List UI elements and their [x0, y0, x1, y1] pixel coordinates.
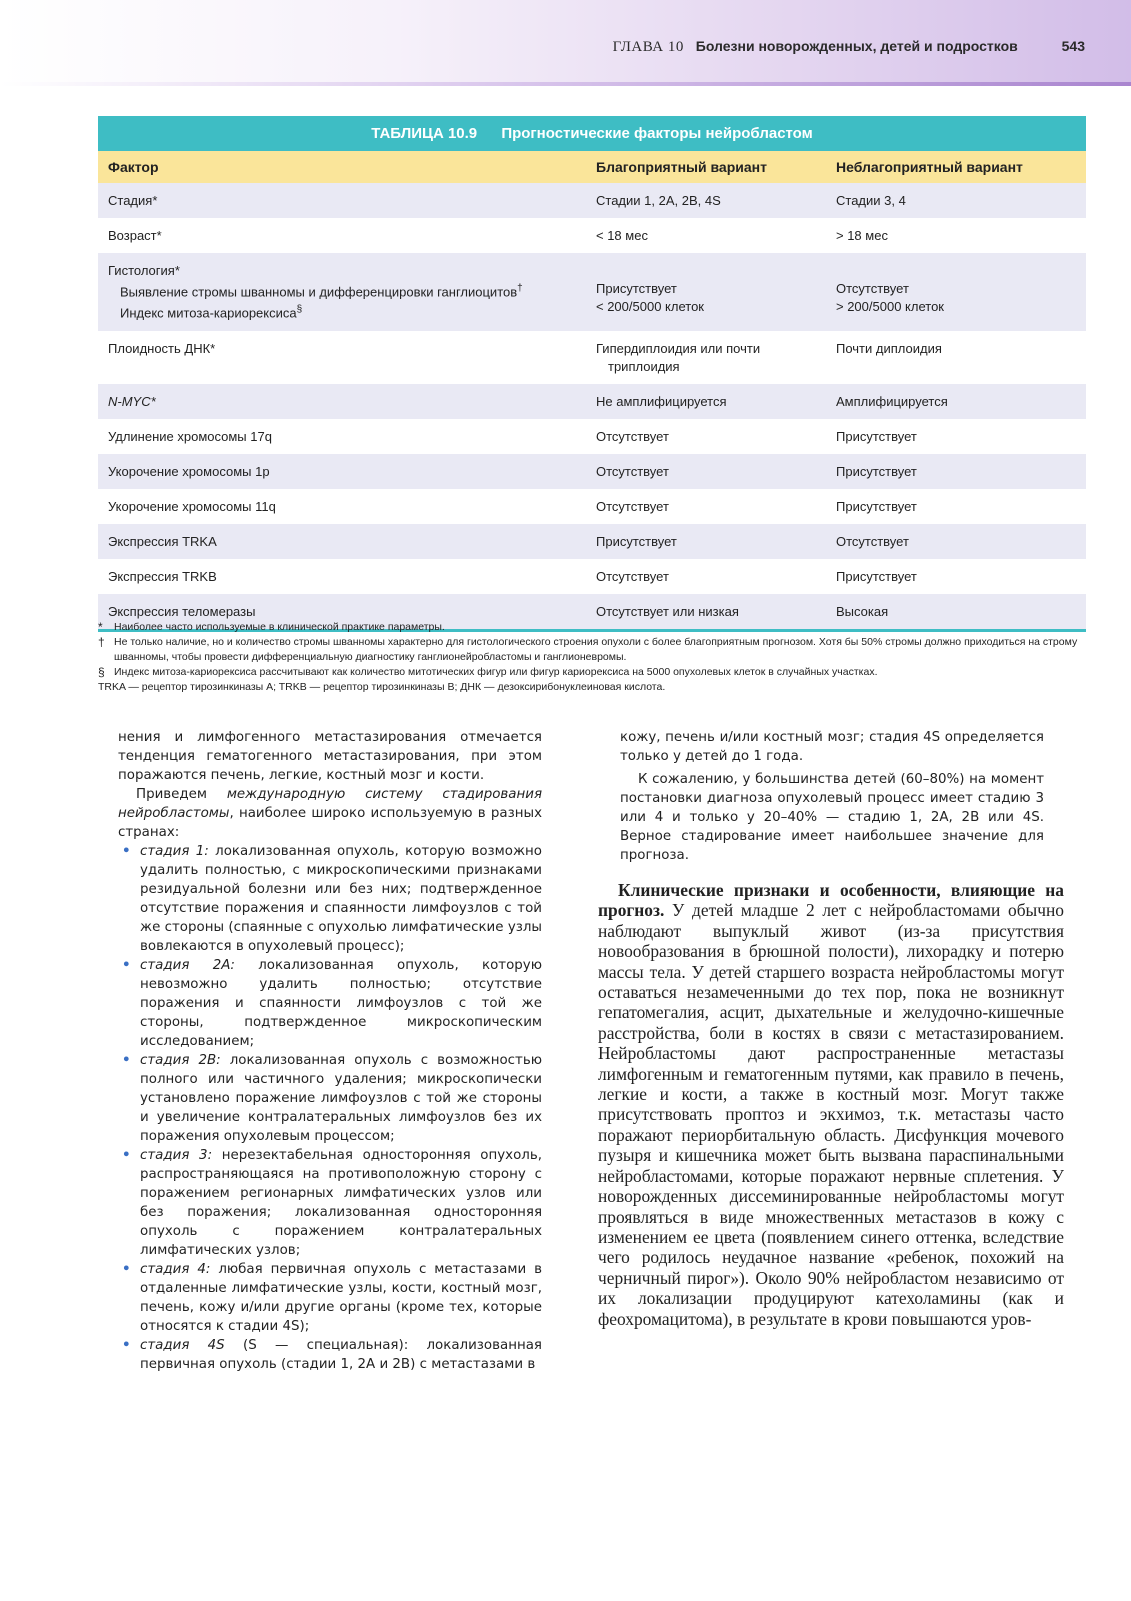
bullet-icon: • [122, 1148, 131, 1163]
bullet-icon: • [122, 1053, 131, 1068]
table-row: Стадия* Стадии 1, 2А, 2В, 4S Стадии 3, 4 [98, 183, 1086, 218]
footnote: * Наиболее часто используемые в клинической практике параметры. [98, 620, 445, 634]
col-header-unfavorable: Неблагоприятный вариант [836, 159, 1023, 175]
table-footnotes [98, 620, 1088, 695]
paragraph: кожу, печень и/или костный мозг; стадия 4S определяется только у детей до 1 года. [620, 730, 1044, 764]
list-item: • стадия 2В: локализованная опухоль с возможностью полного или частичного удаления; микроскопически установлено поражение лимфоузлов с той же стороны и увеличение контралатеральных лимфоузлов без их поражения опухолевым процессом; [122, 1053, 542, 1144]
table-row: Удлинение хромосомы 17q Отсутствует Присутствует [108, 428, 917, 444]
table-row: Укорочение хромосомы 1p Отсутствует Присутствует [98, 454, 1086, 489]
chapter-title: Болезни новорожденных, детей и подростков [695, 38, 1018, 54]
prognostic-table [98, 116, 1086, 632]
bullet-icon: • [122, 1338, 131, 1353]
bullet-icon: • [122, 1262, 131, 1277]
staging-list [118, 842, 542, 1374]
table-row: Возраст* < 18 мес > 18 мес [108, 228, 888, 243]
running-head [613, 38, 1085, 56]
chapter-label: ГЛАВА 10 [612, 39, 684, 55]
table-row: Гистология* Выявление стромы шванномы и дифференцировки ганглиоцитов† Индекс митоза-кариорексиса§ Присутствует < 200/5000 клеток Отсутствует > 200/5000 клеток [98, 253, 1086, 331]
left-column [118, 728, 542, 1374]
right-column-top [620, 728, 1044, 865]
table-row: Плоидность ДНК* Гипердиплоидия или почти триплоидия Почти диплоидия [108, 340, 942, 374]
page-number: 543 [1061, 38, 1085, 54]
footnote: § Индекс митоза-кариорексиса рассчитывают как количество митотических фигур или фигур кариорексиса на 5000 опухолевых клеток в случайных участках. [98, 665, 878, 679]
bullet-icon: • [122, 958, 131, 973]
bullet-icon: • [122, 844, 131, 859]
list-item: • стадия 4S (S — специальная): локализованная первичная опухоль (стадии 1, 2А и 2В) с метастазами в [122, 1338, 542, 1372]
table-row: Экспрессия теломеразы Отсутствует или низкая Высокая [98, 594, 1086, 629]
header-rule [0, 82, 1131, 86]
paragraph: Клинические признаки и особенности, влияющие на прогноз. У детей младше 2 лет с нейробластомами обычно наблюдают выпуклый живот (из-за присутствия новообразования в брюшной полости), лихорадку и потерю массы тела. У детей старшего возраста нейробластомы могут оставаться незамеченными до тех пор, пока не возникнут гепатомегалия, асцит, дыхательные и желудочно-кишечные расстройства, боли в костях в связи с метастазированием. Нейробластомы дают распространенные метастазы лимфогенным и гематогенным путями, как правило в печень, легкие и кости, а также в костный мозг. Могут также присутствовать проптоз и экхимоз, т.к. метастазы часто поражают периорбитальную область. Дисфункция мочевого пузыря и кишечника может быть вызвана параспинальными нейробластомами, которые поражают нервные сплетения. У новорожденных диссеминированные нейробластомы могут проявляться в виде множественных метастазов в кожу с изменением ее цвета (появлением синего оттенка, вследствие чего родилось неудачное название «ребенок, похожий на черничный пирог»). Около 90% нейробластом независимо от их локализации продуцируют катехоламины (как и феохромацитома), в результате в крови повышаются уров- [598, 880, 1064, 1329]
section-heading: Клинические признаки и особенности, влияющие на прогноз. [598, 880, 1064, 921]
list-item: • стадия 4: любая первичная опухоль с метастазами в отдаленные лимфатические узлы, кости, костный мозг, печень, кожу и/или другие органы (кроме тех, которые относятся к стадии 4S); [122, 1262, 542, 1334]
table-row: Укорочение хромосомы 11q Отсутствует Присутствует [108, 498, 917, 514]
col-header-favorable: Благоприятный вариант [596, 159, 767, 175]
paragraph: Приведем международную систему стадирования нейробластомы, наиболее широко используемую в разных странах: [118, 787, 542, 840]
footnote-abbreviations: TRKA — рецептор тирозинкиназы A; TRKB — рецептор тирозинкиназы B; ДНК — дезоксирибонуклеиновая кислота. [98, 681, 666, 693]
table-row: Экспрессия TRKA Присутствует Отсутствует [98, 524, 1086, 559]
right-column-body [598, 880, 1064, 1329]
table-header-row [98, 151, 1086, 183]
table-row: Экспрессия TRKB Отсутствует Присутствует [108, 568, 917, 584]
table-row: N-MYC* Не амплифицируется Амплифицируется [98, 384, 1086, 419]
footnote: † Не только наличие, но и количество стромы шванномы характерно для гистологического строения опухоли с более благоприятным прогнозом. Хотя бы 50% стромы должно приходиться на строму шванномы, чтобы провести дифференциальную диагностику ганглионейробластомы и ганглионевромы. [98, 635, 1078, 663]
col-header-factor: Фактор [108, 159, 159, 175]
list-item: • стадия 2А: локализованная опухоль, которую невозможно удалить полностью; отсутствие поражения и спаянности лимфоузлов с той же стороны, подтвержденное микроскопическим исследованием; [122, 958, 542, 1049]
list-item: • стадия 3: нерезектабельная односторонняя опухоль, распространяющаяся на противоположную сторону с поражением регионарных лимфатических узлов или без поражения; локализованная односторонняя опухоль с поражением контралатеральных лимфатических узлов; [122, 1148, 542, 1258]
table-title: ТАБЛИЦА 10.9 Прогностические факторы нейробластом [98, 116, 1086, 151]
list-item: • стадия 1: локализованная опухоль, которую возможно удалить полностью, с микроскопическими признаками резидуальной болезни или без них; подтвержденное отсутствие поражения и спаянности лимфоузлов с той же стороны (спаянные с опухолью лимфатические узлы вовлекаются в опухолевый процесс); [122, 844, 542, 954]
paragraph: нения и лимфогенного метастазирования отмечается тенденция гематогенного метастазирования, при этом поражаются печень, легкие, костный мозг и кости. [118, 730, 542, 783]
paragraph: К сожалению, у большинства детей (60–80%) на момент постановки диагноза опухолевый процесс имеет стадию 3 или 4 и только у 20–40% — стадию 1, 2А, 2В или 4S. Верное стадирование имеет наибольшее значение для прогноза. [620, 772, 1044, 863]
